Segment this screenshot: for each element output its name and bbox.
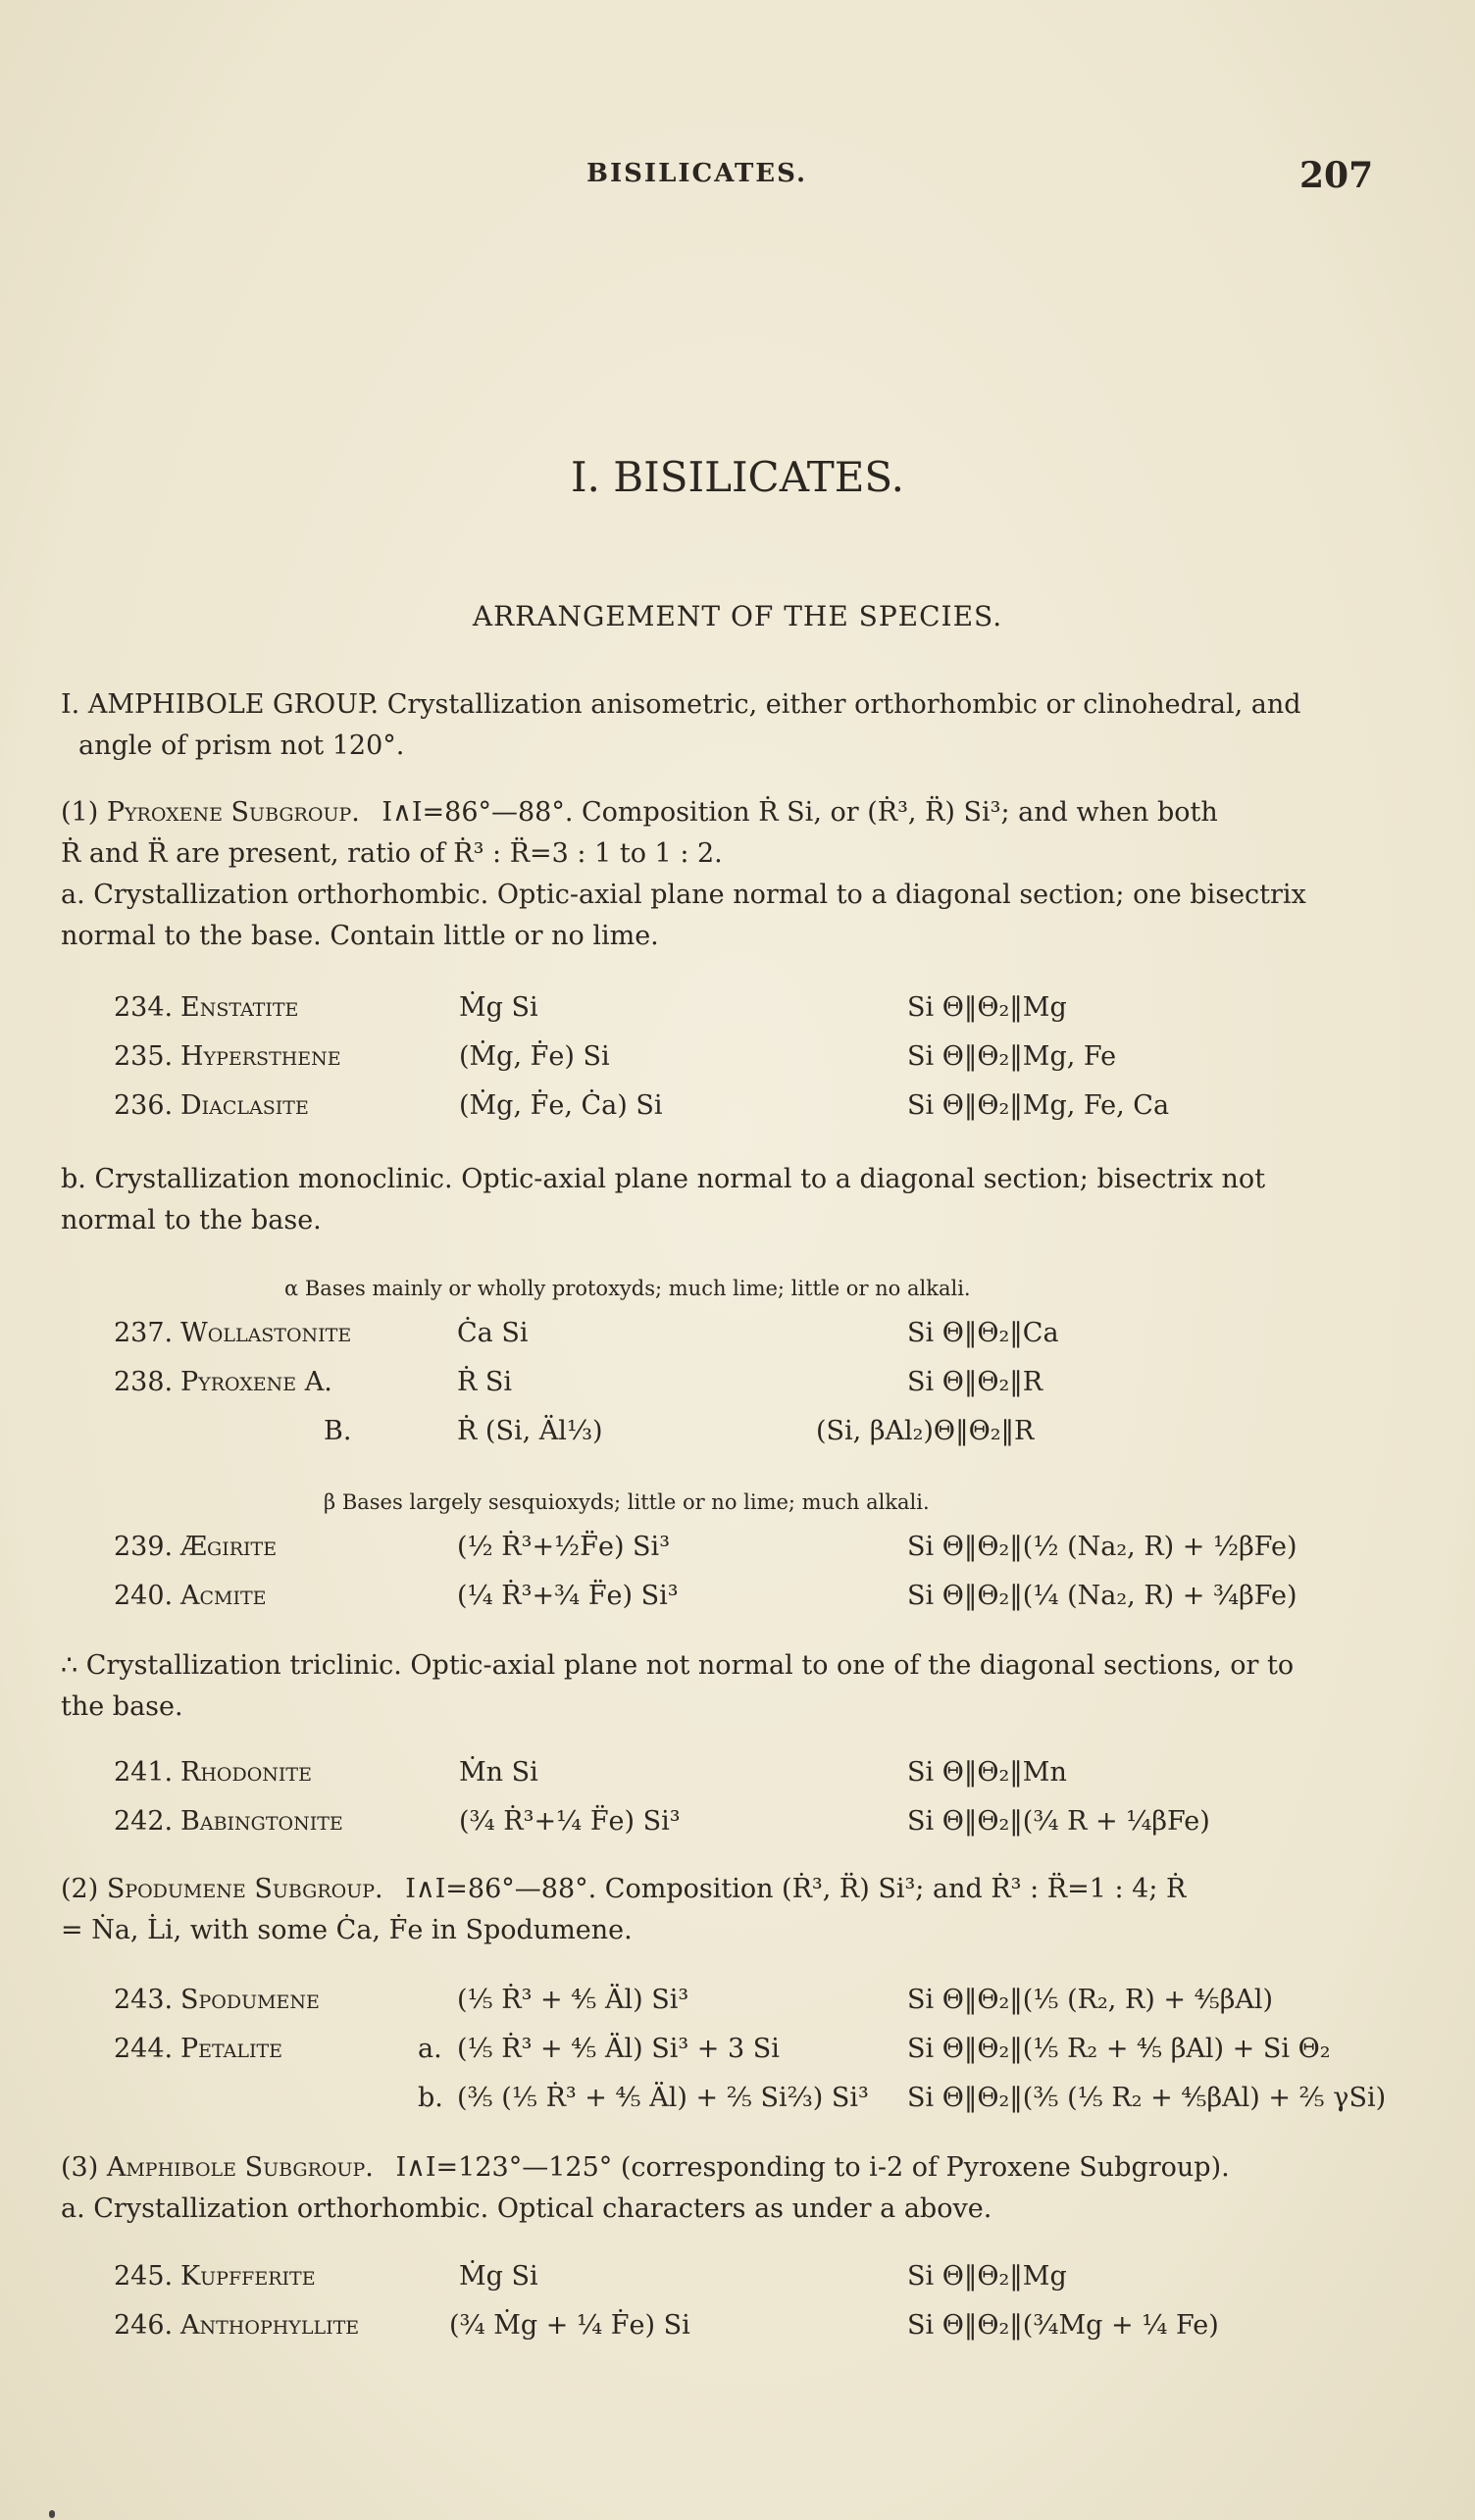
species-formula: Ṁn Si xyxy=(459,1757,538,1788)
species-formula: (⅕ Ṙ³ + ⅘ Äl) Si³ + 3 Si xyxy=(457,2034,780,2064)
species-structure: Si Θ‖Θ₂‖Mg, Fe, Ca xyxy=(907,1090,1170,1121)
species-name: Wollastonite xyxy=(180,1318,352,1348)
species-name: Anthophyllite xyxy=(180,2310,360,2341)
page-title: I. BISILICATES. xyxy=(570,453,905,501)
species-num: 242. xyxy=(114,1806,174,1837)
section-b-line2: normal to the base. xyxy=(61,1205,322,1235)
species-formula: Ṙ (Si, Äl⅓) xyxy=(457,1416,603,1446)
species-name: Petalite xyxy=(180,2034,283,2064)
species-num: 243. xyxy=(114,1985,174,2015)
spodumene-subgroup-line2: = Ṅa, L̇i, with some Ċa, Ḟe in Spodumene. xyxy=(61,1915,633,1945)
alpha-note: α Bases mainly or wholly protoxyds; much lime; little or no alkali. xyxy=(284,1277,971,1300)
species-name: Enstatite xyxy=(180,992,299,1023)
species-structure: Si Θ‖Θ₂‖(¾Mg + ¼ Fe) xyxy=(907,2310,1219,2341)
amphibole-subgroup-line2: a. Crystallization orthorhombic. Optical characters as under a above. xyxy=(61,2193,992,2224)
section-subtitle: ARRANGEMENT OF THE SPECIES. xyxy=(472,600,1003,632)
species-name: Pyroxene A. xyxy=(180,1367,332,1397)
species-name: B. xyxy=(324,1416,352,1446)
species-structure: Si Θ‖Θ₂‖Mn xyxy=(907,1757,1067,1788)
variety-prefix: b. xyxy=(418,2083,443,2113)
species-formula: (¾ Ṙ³+¼ F̈e) Si³ xyxy=(459,1806,681,1837)
species-structure: Si Θ‖Θ₂‖(⅗ (⅕ R₂ + ⅘βAl) + ⅖ γSi) xyxy=(907,2083,1387,2113)
species-name: Babingtonite xyxy=(180,1806,343,1837)
section-b-line1: b. Crystallization monoclinic. Optic-axial plane normal to a diagonal section; bisectrix not xyxy=(61,1164,1266,1194)
species-formula: (¾ Ṁg + ¼ Ḟe) Si xyxy=(449,2310,690,2341)
species-structure: Si Θ‖Θ₂‖(½ (Na₂, R) + ½βFe) xyxy=(907,1532,1297,1562)
section-a-line1: a. Crystallization orthorhombic. Optic-axial plane normal to a diagonal section; one bisectrix xyxy=(61,880,1306,910)
section-c-line1: ∴ Crystallization triclinic. Optic-axial plane not normal to one of the diagonal sections, or to xyxy=(61,1650,1295,1681)
pyroxene-subgroup-heading: (1) Pyroxene Subgroup. xyxy=(61,797,360,828)
section-a-line2: normal to the base. Contain little or no lime. xyxy=(61,921,659,951)
species-num: 237. xyxy=(114,1318,174,1348)
species-name: Diaclasite xyxy=(180,1090,309,1121)
species-formula: Ṁg Si xyxy=(459,2261,538,2292)
species-structure: (Si, βAl₂)Θ‖Θ₂‖R xyxy=(816,1416,1035,1446)
species-structure: Si Θ‖Θ₂‖(⅕ R₂ + ⅘ βAl) + Si Θ₂ xyxy=(907,2034,1331,2064)
pyroxene-subgroup-line2: Ṙ and R̈ are present, ratio of Ṙ³ : R̈=3 : 1 to 1 : 2. xyxy=(61,838,723,869)
species-formula: (⅗ (⅕ Ṙ³ + ⅘ Äl) + ⅖ Si⅔) Si³ xyxy=(457,2083,869,2113)
group-heading-line1: I. AMPHIBOLE GROUP. Crystallization anisometric, either orthorhombic or clinohedral, and xyxy=(61,689,1301,720)
species-num: 234. xyxy=(114,992,174,1023)
species-num: 236. xyxy=(114,1090,174,1121)
species-num: 244. xyxy=(114,2034,174,2064)
species-formula: Ṙ Si xyxy=(457,1367,513,1397)
spodumene-subgroup-heading: (2) Spodumene Subgroup. xyxy=(61,1874,383,1904)
species-structure: Si Θ‖Θ₂‖Ca xyxy=(907,1318,1059,1348)
species-formula: (½ Ṙ³+½F̈e) Si³ xyxy=(457,1532,671,1562)
species-name: Ægirite xyxy=(180,1532,278,1562)
ink-speck xyxy=(49,2510,55,2518)
species-formula: Ṁg Si xyxy=(459,992,538,1023)
amphibole-subgroup-line1 xyxy=(61,2149,1230,2187)
species-num: 240. xyxy=(114,1581,174,1611)
amphibole-subgroup-text: I∧I=123°—125° (corresponding to i-2 of Pyroxene Subgroup). xyxy=(395,2152,1230,2183)
species-structure: Si Θ‖Θ₂‖(¼ (Na₂, R) + ¾βFe) xyxy=(907,1581,1297,1611)
amphibole-subgroup-heading: (3) Amphibole Subgroup. xyxy=(61,2152,374,2183)
species-formula: (⅕ Ṙ³ + ⅘ Äl) Si³ xyxy=(457,1985,689,2015)
page-number: 207 xyxy=(1299,155,1374,196)
species-structure: Si Θ‖Θ₂‖Mg, Fe xyxy=(907,1041,1117,1072)
species-num: 246. xyxy=(114,2310,174,2341)
species-formula: Ċa Si xyxy=(457,1318,529,1348)
running-head: BISILICATES. xyxy=(586,159,808,188)
beta-note: β Bases largely sesquioxyds; little or no lime; much alkali. xyxy=(324,1490,930,1514)
species-formula: (Ṁg, Ḟe, Ċa) Si xyxy=(459,1090,663,1121)
species-formula: (Ṁg, Ḟe) Si xyxy=(459,1041,610,1072)
spodumene-subgroup-text: I∧I=86°—88°. Composition (Ṙ³, R̈) Si³; and Ṙ³ : R̈=1 : 4; Ṙ xyxy=(405,1874,1187,1904)
variety-prefix: a. xyxy=(418,2034,442,2064)
species-num: 241. xyxy=(114,1757,174,1788)
species-name: Kupfferite xyxy=(180,2261,316,2292)
species-structure: Si Θ‖Θ₂‖Mg xyxy=(907,2261,1067,2292)
spodumene-subgroup-line1 xyxy=(61,1871,1186,1908)
pyroxene-subgroup-text: I∧I=86°—88°. Composition Ṙ Si, or (Ṙ³, R̈) Si³; and when both xyxy=(381,797,1218,828)
species-num: 239. xyxy=(114,1532,174,1562)
species-num: 245. xyxy=(114,2261,174,2292)
group-heading-line2: angle of prism not 120°. xyxy=(78,731,405,761)
species-name: Acmite xyxy=(180,1581,267,1611)
species-num: 238. xyxy=(114,1367,174,1397)
species-structure: Si Θ‖Θ₂‖(¾ R + ¼βFe) xyxy=(907,1806,1210,1837)
species-structure: Si Θ‖Θ₂‖Mg xyxy=(907,992,1067,1023)
species-num: 235. xyxy=(114,1041,174,1072)
species-name: Hypersthene xyxy=(180,1041,341,1072)
species-structure: Si Θ‖Θ₂‖R xyxy=(907,1367,1043,1397)
species-structure: Si Θ‖Θ₂‖(⅕ (R₂, R) + ⅘βAl) xyxy=(907,1985,1274,2015)
species-name: Rhodonite xyxy=(180,1757,312,1788)
section-c-line2: the base. xyxy=(61,1691,183,1722)
pyroxene-subgroup-line1 xyxy=(61,794,1218,832)
species-formula: (¼ Ṙ³+¾ F̈e) Si³ xyxy=(457,1581,679,1611)
species-name: Spodumene xyxy=(180,1985,320,2015)
